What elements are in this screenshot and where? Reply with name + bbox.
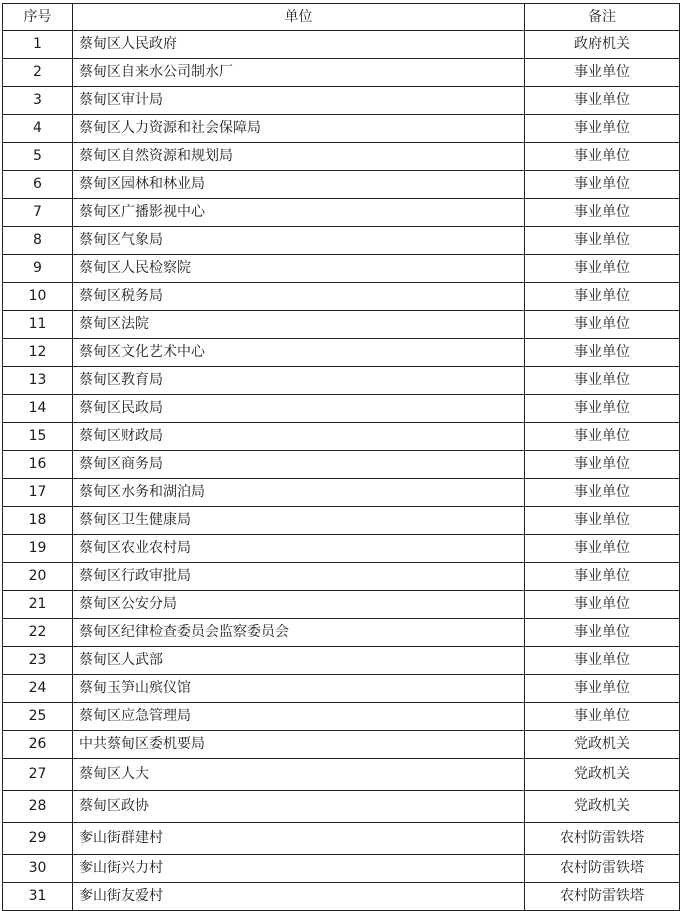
table-row xyxy=(3,619,680,647)
row-no: 27 xyxy=(3,759,73,791)
row-unit: 蔡甸区政协 xyxy=(73,791,525,823)
row-unit: 蔡甸区人力资源和社会保障局 xyxy=(73,115,525,143)
table-row xyxy=(3,423,680,451)
table-row xyxy=(3,255,680,283)
row-unit: 蔡甸区审计局 xyxy=(73,87,525,115)
row-remark: 事业单位 xyxy=(525,423,680,451)
table-row xyxy=(3,171,680,199)
row-no: 8 xyxy=(3,227,73,255)
row-no: 3 xyxy=(3,87,73,115)
unit-list-table xyxy=(2,3,680,911)
row-unit: 蔡甸区气象局 xyxy=(73,227,525,255)
row-no: 28 xyxy=(3,791,73,823)
row-remark: 党政机关 xyxy=(525,791,680,823)
row-remark: 事业单位 xyxy=(525,591,680,619)
row-no: 10 xyxy=(3,283,73,311)
row-no: 1 xyxy=(3,31,73,59)
row-unit: 蔡甸区卫生健康局 xyxy=(73,507,525,535)
row-unit: 蔡甸玉笋山殡仪馆 xyxy=(73,675,525,703)
row-unit: 蔡甸区自然资源和规划局 xyxy=(73,143,525,171)
table-row xyxy=(3,199,680,227)
row-unit: 蔡甸区法院 xyxy=(73,311,525,339)
row-unit: 中共蔡甸区委机要局 xyxy=(73,731,525,759)
table-row xyxy=(3,791,680,823)
row-remark: 事业单位 xyxy=(525,255,680,283)
table-row xyxy=(3,855,680,883)
table-row xyxy=(3,563,680,591)
row-no: 24 xyxy=(3,675,73,703)
row-no: 19 xyxy=(3,535,73,563)
table-row xyxy=(3,367,680,395)
row-remark: 事业单位 xyxy=(525,479,680,507)
row-no: 12 xyxy=(3,339,73,367)
table-body xyxy=(3,31,680,911)
row-unit: 蔡甸区民政局 xyxy=(73,395,525,423)
row-remark: 农村防雷铁塔 xyxy=(525,883,680,911)
table-row xyxy=(3,883,680,911)
row-remark: 农村防雷铁塔 xyxy=(525,823,680,855)
row-remark: 事业单位 xyxy=(525,143,680,171)
row-unit: 蔡甸区文化艺术中心 xyxy=(73,339,525,367)
row-remark: 事业单位 xyxy=(525,283,680,311)
row-no: 20 xyxy=(3,563,73,591)
row-no: 26 xyxy=(3,731,73,759)
row-no: 30 xyxy=(3,855,73,883)
row-unit: 蔡甸区教育局 xyxy=(73,367,525,395)
row-unit: 蔡甸区自来水公司制水厂 xyxy=(73,59,525,87)
row-no: 17 xyxy=(3,479,73,507)
row-unit: 蔡甸区人民政府 xyxy=(73,31,525,59)
row-no: 29 xyxy=(3,823,73,855)
row-unit: 蔡甸区广播影视中心 xyxy=(73,199,525,227)
table-row xyxy=(3,143,680,171)
row-no: 14 xyxy=(3,395,73,423)
row-unit: 蔡甸区应急管理局 xyxy=(73,703,525,731)
row-unit: 蔡甸区商务局 xyxy=(73,451,525,479)
row-remark: 政府机关 xyxy=(525,31,680,59)
row-remark: 事业单位 xyxy=(525,395,680,423)
table-row xyxy=(3,759,680,791)
table-row xyxy=(3,339,680,367)
row-no: 11 xyxy=(3,311,73,339)
table-row xyxy=(3,703,680,731)
row-unit: 蔡甸区人武部 xyxy=(73,647,525,675)
row-remark: 事业单位 xyxy=(525,367,680,395)
table-row xyxy=(3,591,680,619)
row-unit: 蔡甸区农业农村局 xyxy=(73,535,525,563)
header-remark: 备注 xyxy=(525,4,680,31)
row-remark: 事业单位 xyxy=(525,535,680,563)
row-remark: 事业单位 xyxy=(525,619,680,647)
row-no: 4 xyxy=(3,115,73,143)
row-unit: 蔡甸区水务和湖泊局 xyxy=(73,479,525,507)
table-row xyxy=(3,647,680,675)
row-unit: 蔡甸区行政审批局 xyxy=(73,563,525,591)
row-no: 13 xyxy=(3,367,73,395)
table-row xyxy=(3,59,680,87)
header-unit: 单位 xyxy=(73,4,525,31)
row-remark: 事业单位 xyxy=(525,59,680,87)
row-remark: 事业单位 xyxy=(525,451,680,479)
row-remark: 事业单位 xyxy=(525,507,680,535)
row-unit: 蔡甸区财政局 xyxy=(73,423,525,451)
row-no: 5 xyxy=(3,143,73,171)
row-unit: 蔡甸区税务局 xyxy=(73,283,525,311)
row-unit: 蔡甸区人民检察院 xyxy=(73,255,525,283)
row-unit: 蔡甸区园林和林业局 xyxy=(73,171,525,199)
row-remark: 事业单位 xyxy=(525,199,680,227)
table-row xyxy=(3,731,680,759)
row-remark: 党政机关 xyxy=(525,731,680,759)
row-remark: 事业单位 xyxy=(525,647,680,675)
row-remark: 事业单位 xyxy=(525,563,680,591)
row-remark: 事业单位 xyxy=(525,227,680,255)
row-unit: 蔡甸区公安分局 xyxy=(73,591,525,619)
row-no: 9 xyxy=(3,255,73,283)
row-no: 23 xyxy=(3,647,73,675)
row-unit: 蔡甸区纪律检查委员会监察委员会 xyxy=(73,619,525,647)
row-no: 16 xyxy=(3,451,73,479)
row-no: 7 xyxy=(3,199,73,227)
table-row xyxy=(3,227,680,255)
table-row xyxy=(3,675,680,703)
row-unit: 蔡甸区人大 xyxy=(73,759,525,791)
row-remark: 农村防雷铁塔 xyxy=(525,855,680,883)
table-row xyxy=(3,535,680,563)
row-unit: 奓山街兴力村 xyxy=(73,855,525,883)
row-remark: 事业单位 xyxy=(525,311,680,339)
row-remark: 事业单位 xyxy=(525,703,680,731)
table-row xyxy=(3,87,680,115)
row-no: 31 xyxy=(3,883,73,911)
table-row xyxy=(3,479,680,507)
row-no: 22 xyxy=(3,619,73,647)
row-no: 21 xyxy=(3,591,73,619)
table-row xyxy=(3,507,680,535)
row-unit: 奓山街群建村 xyxy=(73,823,525,855)
row-no: 2 xyxy=(3,59,73,87)
table-row xyxy=(3,311,680,339)
row-remark: 事业单位 xyxy=(525,675,680,703)
header-no: 序号 xyxy=(3,4,73,31)
row-remark: 事业单位 xyxy=(525,87,680,115)
row-remark: 事业单位 xyxy=(525,171,680,199)
table-header-row xyxy=(3,4,680,31)
row-remark: 党政机关 xyxy=(525,759,680,791)
row-no: 15 xyxy=(3,423,73,451)
row-no: 18 xyxy=(3,507,73,535)
row-unit: 奓山街友爱村 xyxy=(73,883,525,911)
table-row xyxy=(3,283,680,311)
row-remark: 事业单位 xyxy=(525,339,680,367)
row-no: 25 xyxy=(3,703,73,731)
table-row xyxy=(3,31,680,59)
row-no: 6 xyxy=(3,171,73,199)
table-row xyxy=(3,115,680,143)
table-row xyxy=(3,823,680,855)
table-row xyxy=(3,395,680,423)
row-remark: 事业单位 xyxy=(525,115,680,143)
table-row xyxy=(3,451,680,479)
